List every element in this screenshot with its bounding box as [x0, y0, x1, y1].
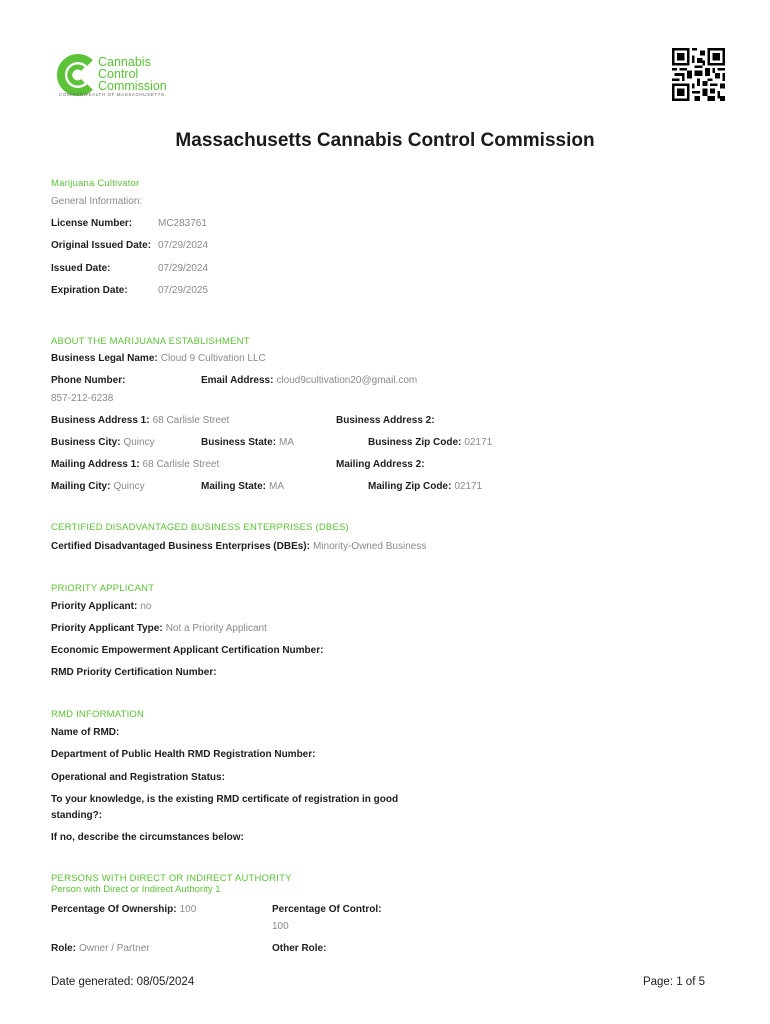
circumstances-label: If no, describe the circumstances below:	[51, 832, 244, 843]
legal-name-value: Cloud 9 Cultivation LLC	[160, 353, 266, 364]
mailing-zip-row	[368, 481, 482, 492]
logo-line-3: Commission	[98, 79, 167, 93]
phone-label: Phone Number:	[51, 375, 126, 386]
issued-date-value: 07/29/2024	[158, 263, 209, 274]
ownership-row	[51, 904, 196, 915]
mailing-zip-label: Mailing Zip Code:	[368, 481, 452, 492]
business-state-row	[201, 437, 294, 448]
issued-date-label: Issued Date:	[51, 263, 111, 274]
mailing-city-label: Mailing City:	[51, 481, 111, 492]
good-standing-label-line2: standing?:	[51, 810, 103, 821]
legal-name-label: Business Legal Name:	[51, 353, 158, 364]
qr-code-icon	[672, 48, 725, 101]
date-generated: Date generated: 08/05/2024	[51, 976, 195, 988]
mailing-state-value: MA	[269, 481, 285, 492]
persons-heading: PERSONS WITH DIRECT OR INDIRECT AUTHORITY	[51, 873, 292, 884]
rmd-name-label: Name of RMD:	[51, 727, 120, 738]
mailing-city-row	[51, 481, 145, 492]
dbe-row	[51, 541, 426, 552]
priority-applicant-row	[51, 601, 151, 612]
logo-tagline: COMMONWEALTH OF MASSACHUSETTS	[59, 92, 165, 97]
rmd-heading: RMD INFORMATION	[51, 709, 145, 720]
page-title: Massachusetts Cannabis Control Commission	[175, 130, 595, 151]
license-type: Marijuana Cultivator	[51, 178, 140, 189]
control-value: 100	[272, 921, 289, 932]
econ-empowerment-label: Economic Empowerment Applicant Certification Number:	[51, 645, 324, 656]
mailing-state-label: Mailing State:	[201, 481, 267, 492]
priority-type-label: Priority Applicant Type:	[51, 623, 163, 634]
license-number-label: License Number:	[51, 218, 133, 229]
expiration-date-label: Expiration Date:	[51, 285, 128, 296]
business-zip-label: Business Zip Code:	[368, 437, 462, 448]
good-standing-label-line1: To your knowledge, is the existing RMD certificate of registration in good	[51, 794, 399, 805]
persons-subheading: Person with Direct or Indirect Authority 1	[51, 884, 221, 895]
mailing-city-value: Quincy	[113, 481, 145, 492]
ownership-label: Percentage Of Ownership:	[51, 904, 177, 915]
license-number-value: MC283761	[158, 218, 207, 229]
dbe-heading: CERTIFIED DISADVANTAGED BUSINESS ENTERPRISES (DBES)	[51, 522, 349, 533]
priority-applicant-label: Priority Applicant:	[51, 601, 138, 612]
priority-applicant-value: no	[140, 601, 152, 612]
ccc-logo	[54, 52, 184, 102]
rmd-priority-cert-label: RMD Priority Certification Number:	[51, 667, 217, 678]
legal-name-row	[51, 353, 266, 364]
page-number: Page: 1 of 5	[642, 976, 705, 988]
dph-rmd-number-label: Department of Public Health RMD Registration Number:	[51, 749, 316, 760]
priority-type-value: Not a Priority Applicant	[165, 623, 267, 634]
business-zip-value: 02171	[464, 437, 493, 448]
logo-line-1: Cannabis	[98, 55, 151, 69]
dbe-value: Minority-Owned Business	[312, 541, 427, 552]
role-row	[51, 943, 150, 954]
priority-heading: PRIORITY APPLICANT	[51, 583, 155, 594]
role-label: Role:	[51, 943, 76, 954]
business-city-row	[51, 437, 155, 448]
email-row	[201, 375, 417, 386]
mailing-state-row	[201, 481, 284, 492]
dbe-label: Certified Disadvantaged Business Enterprises (DBEs):	[51, 541, 310, 552]
business-city-label: Business City:	[51, 437, 121, 448]
control-label: Percentage Of Control:	[272, 904, 382, 915]
general-info-heading: General Information:	[51, 196, 143, 207]
business-address1-label: Business Address 1:	[51, 415, 150, 426]
business-city-value: Quincy	[123, 437, 155, 448]
establishment-heading: ABOUT THE MARIJUANA ESTABLISHMENT	[51, 336, 250, 347]
expiration-date-value: 07/29/2025	[158, 285, 209, 296]
business-address2-row	[336, 415, 435, 426]
priority-type-row	[51, 623, 267, 634]
business-zip-row	[368, 437, 492, 448]
ownership-value: 100	[179, 904, 197, 915]
operational-status-label: Operational and Registration Status:	[51, 772, 225, 783]
role-value: Owner / Partner	[79, 943, 150, 954]
original-issued-value: 07/29/2024	[158, 240, 209, 251]
business-state-label: Business State:	[201, 437, 277, 448]
logo-line-2: Control	[98, 67, 139, 81]
other-role-label: Other Role:	[272, 943, 327, 954]
business-address1-value: 68 Carlisle Street	[152, 415, 230, 426]
email-value: cloud9cultivation20@gmail.com	[276, 375, 418, 386]
mailing-address1-value: 68 Carlisle Street	[142, 459, 220, 470]
ccc-logo-icon	[54, 54, 98, 96]
original-issued-label: Original Issued Date:	[51, 240, 152, 251]
mailing-address2-label: Mailing Address 2:	[336, 459, 425, 470]
mailing-address1-label: Mailing Address 1:	[51, 459, 140, 470]
email-label: Email Address:	[201, 375, 274, 386]
business-address2-label: Business Address 2:	[336, 415, 435, 426]
business-state-value: MA	[279, 437, 295, 448]
mailing-zip-value: 02171	[454, 481, 483, 492]
mailing-address2-row	[336, 459, 425, 470]
phone-value: 857-212-6238	[51, 393, 114, 404]
business-address1-row	[51, 415, 229, 426]
mailing-address1-row	[51, 459, 219, 470]
